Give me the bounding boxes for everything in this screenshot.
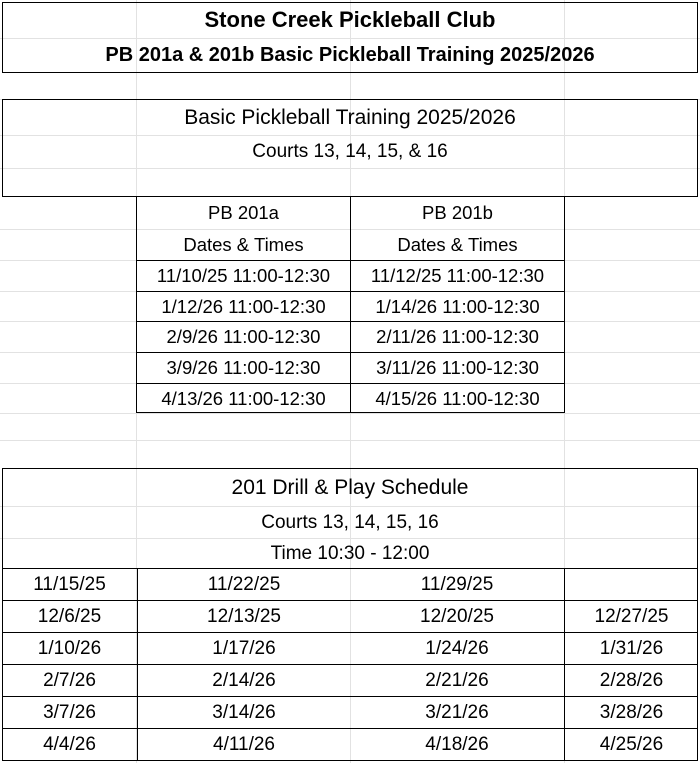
training-cell: 3/9/26 11:00-12:30 (137, 352, 350, 383)
drill-courts: Courts 13, 14, 15, 16 (261, 511, 439, 533)
drill-date: 1/17/26 (212, 638, 276, 659)
col-header-pb201a: PB 201a (208, 202, 279, 223)
training-cell: 1/12/26 11:00-12:30 (137, 291, 350, 321)
training-courts: Courts 13, 14, 15, & 16 (252, 141, 448, 162)
training-cell: 3/11/26 11:00-12:30 (351, 352, 564, 383)
training-cell: 2/11/26 11:00-12:30 (351, 321, 564, 352)
training-title: Basic Pickleball Training 2025/2026 (184, 106, 516, 129)
drill-time: Time 10:30 - 12:00 (270, 542, 430, 564)
training-cell: 1/14/26 11:00-12:30 (351, 291, 564, 321)
drill-date: 2/14/26 (212, 670, 276, 691)
drill-date: 12/6/25 (37, 606, 102, 627)
drill-date (565, 569, 698, 601)
drill-date: 11/29/25 (420, 574, 494, 595)
training-cell: 11/10/25 11:00-12:30 (137, 260, 350, 291)
col-subheader-pb201b: Dates & Times (397, 233, 518, 255)
drill-date: 1/24/26 (425, 638, 489, 659)
drill-date: 1/10/26 (37, 638, 102, 659)
club-name: Stone Creek Pickleball Club (204, 7, 496, 32)
col-header-pb201b: PB 201b (422, 202, 493, 223)
drill-date: 2/7/26 (43, 670, 96, 691)
drill-date: 3/7/26 (43, 702, 96, 723)
drill-date: 4/4/26 (43, 734, 96, 755)
drill-date: 2/21/26 (425, 670, 489, 691)
drill-date: 4/18/26 (425, 734, 489, 755)
drill-date: 12/13/25 (207, 606, 281, 627)
drill-date: 1/31/26 (599, 638, 664, 659)
drill-date: 12/27/25 (594, 606, 669, 627)
training-cell: 11/12/25 11:00-12:30 (351, 260, 564, 291)
drill-date: 12/20/25 (420, 606, 494, 627)
col-subheader-pb201a: Dates & Times (183, 233, 304, 255)
gridline (0, 440, 700, 441)
drill-date: 11/22/25 (207, 574, 281, 595)
drill-date: 4/11/26 (213, 734, 275, 755)
program-title: PB 201a & 201b Basic Pickleball Training 2025/2026 (105, 44, 595, 66)
drill-date: 3/21/26 (425, 702, 489, 723)
drill-date: 3/14/26 (212, 702, 276, 723)
drill-date: 3/28/26 (599, 702, 664, 723)
drill-title: 201 Drill & Play Schedule (231, 476, 469, 499)
training-cell: 4/13/26 11:00-12:30 (137, 383, 350, 413)
drill-date: 2/28/26 (599, 670, 664, 691)
gridline (0, 413, 700, 414)
drill-date: 11/15/25 (33, 574, 106, 595)
training-cell: 2/9/26 11:00-12:30 (137, 321, 350, 352)
drill-date: 4/25/26 (599, 734, 664, 755)
training-cell: 4/15/26 11:00-12:30 (351, 383, 564, 413)
